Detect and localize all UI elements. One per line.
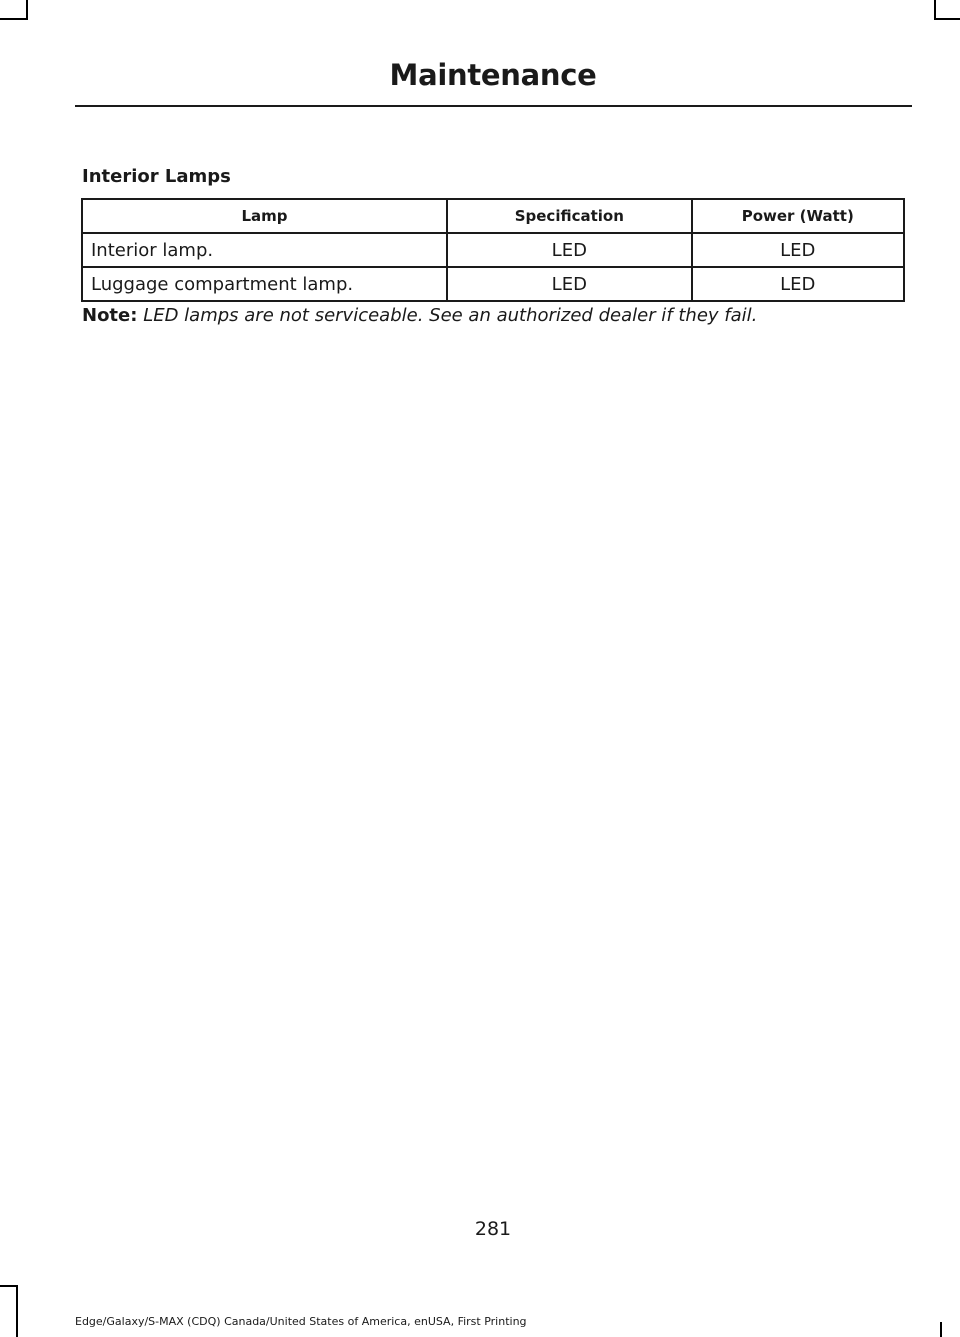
note-text: LED lamps are not serviceable. See an authorized dealer if they fail. (143, 305, 758, 326)
lamp-cell: Interior lamp. (82, 233, 447, 267)
crop-mark (0, 1285, 18, 1287)
lamp-cell: Luggage compartment lamp. (82, 267, 447, 301)
power-cell: LED (692, 233, 904, 267)
header-divider (75, 105, 912, 107)
page-number: 281 (474, 1218, 512, 1240)
table-header-row (82, 199, 904, 233)
note-label: Note: (82, 305, 138, 326)
table-row (82, 267, 904, 301)
crop-mark (26, 0, 28, 20)
crop-mark (940, 1322, 942, 1337)
footer-edition: Edge/Galaxy/S-MAX (CDQ) Canada/United States of America, enUSA, First Printing (75, 1315, 527, 1328)
column-header-power: Power (Watt) (692, 199, 904, 233)
column-header-lamp: Lamp (82, 199, 447, 233)
crop-mark (934, 0, 936, 20)
crop-mark (16, 1285, 18, 1337)
note (82, 305, 757, 326)
specification-cell: LED (447, 233, 692, 267)
table-row (82, 233, 904, 267)
crop-mark (934, 18, 960, 20)
section-title: Interior Lamps (82, 166, 231, 187)
crop-mark (0, 18, 28, 20)
page-title: Maintenance (389, 58, 597, 92)
column-header-specification: Specification (447, 199, 692, 233)
power-cell: LED (692, 267, 904, 301)
lamp-spec-table (81, 198, 905, 302)
specification-cell: LED (447, 267, 692, 301)
